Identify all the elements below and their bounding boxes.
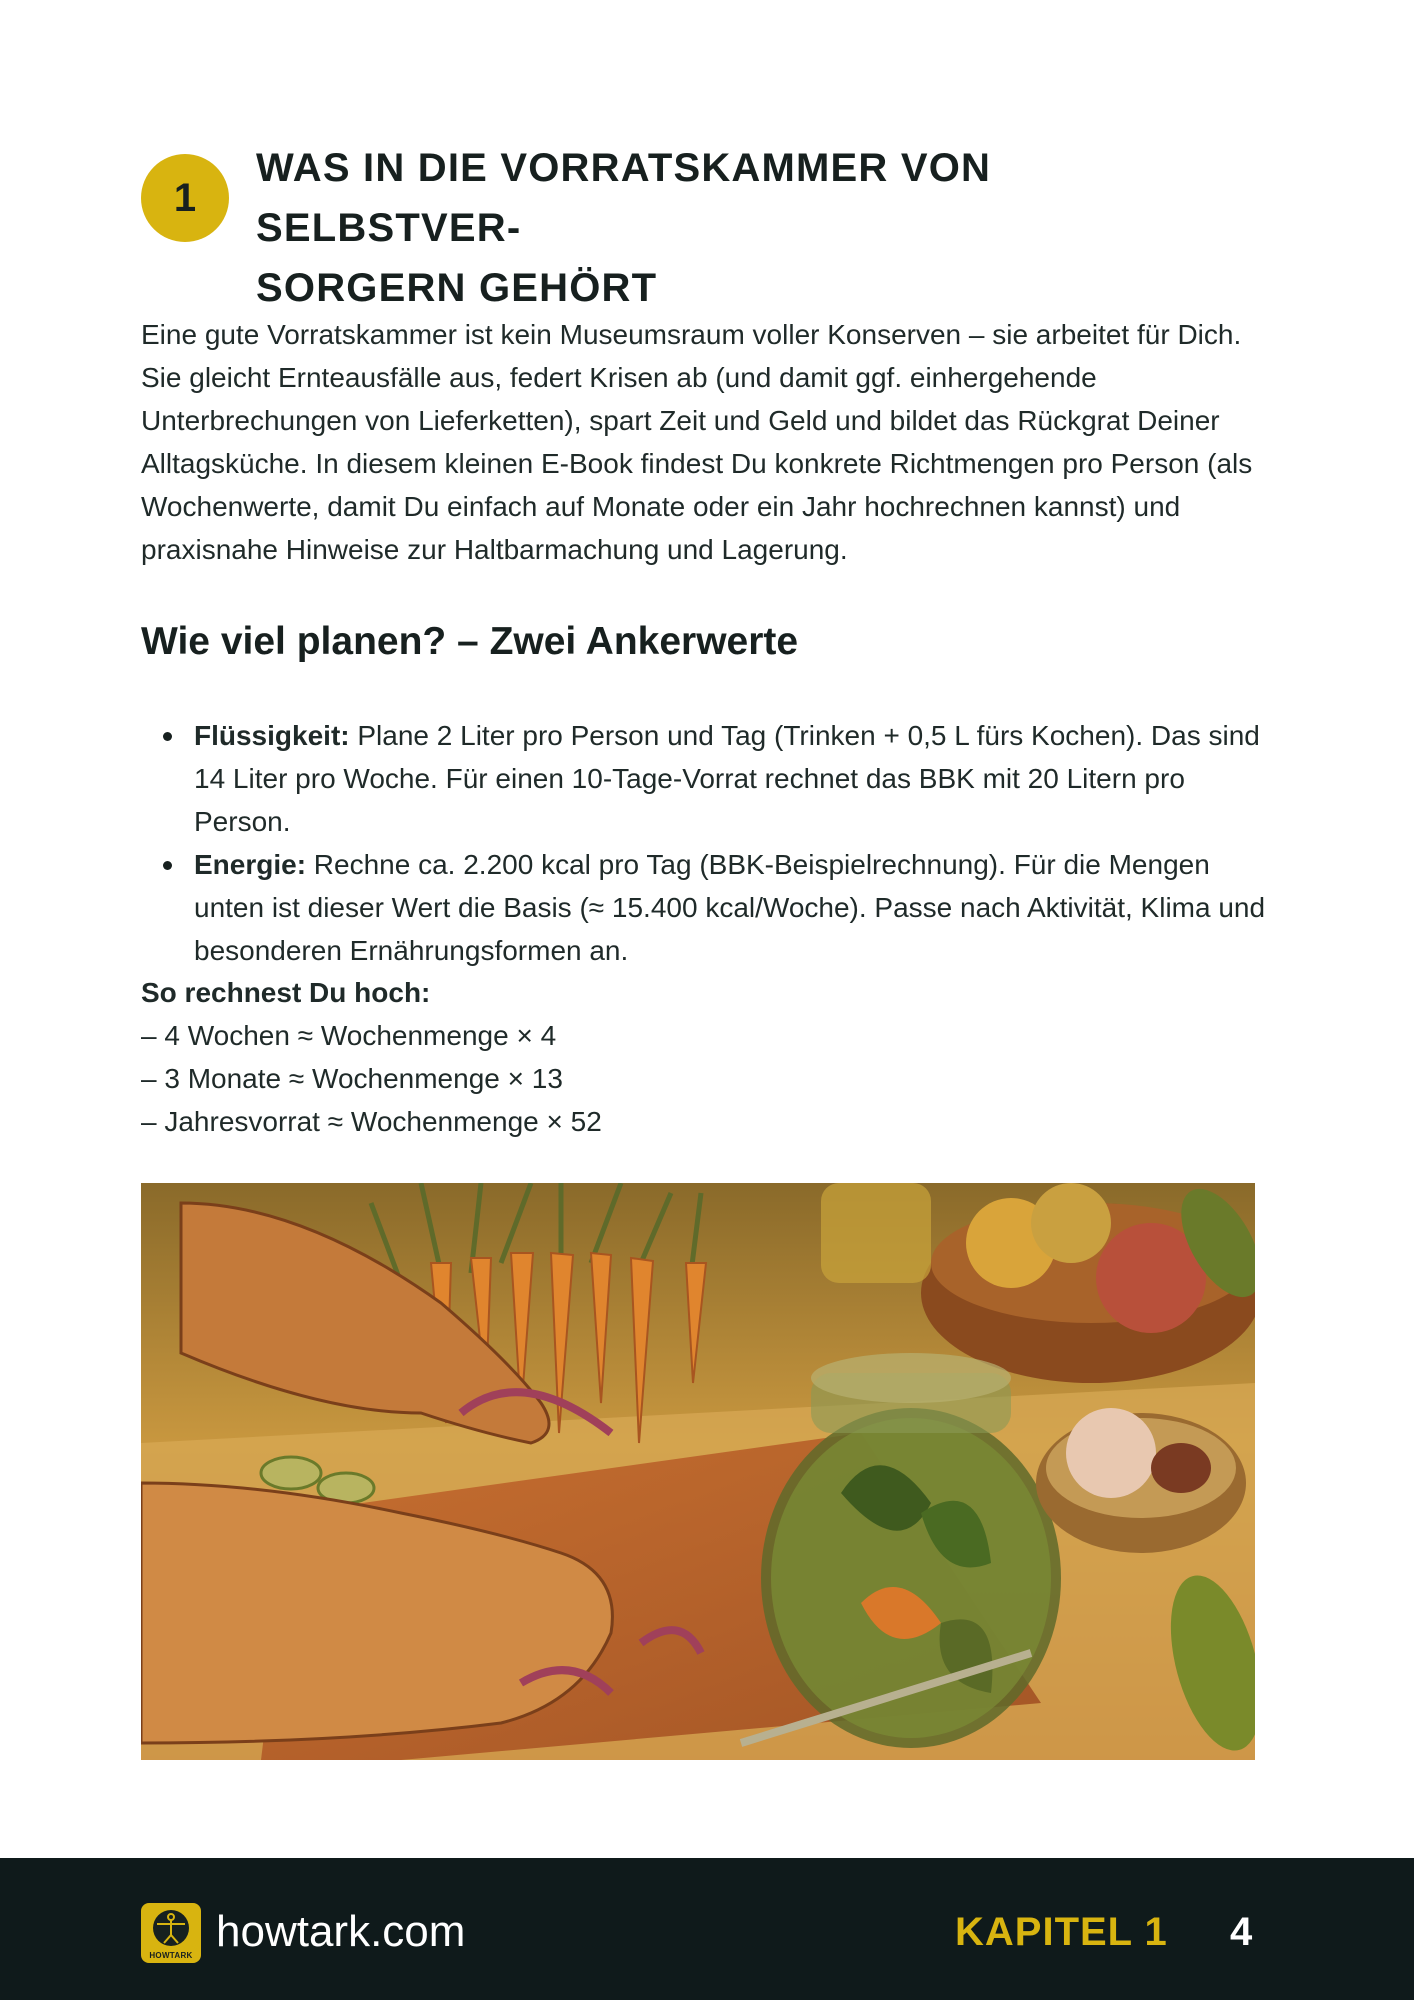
bullet-text: Rechne ca. 2.200 kcal pro Tag (BBK-Beispielrechnung). Für die Mengen unten ist dieser Wert die Basis (≈ 15.400 kcal/Woche). Passe nach Aktivität, Klima und besonderen Ernährungsformen an. [194, 849, 1266, 966]
chapter-title-line-1: WAS IN DIE VORRATSKAMMER VON SELBSTVER- [256, 146, 992, 250]
intro-paragraph: Eine gute Vorratskammer ist kein Museumsraum voller Konserven – sie arbeitet für Dich. Sie gleicht Ernteausfälle aus, federt Krisen ab (und damit ggf. einhergehende Unterbrechungen von Lieferketten), spart Zeit und Geld und bildet das Rückgrat Deiner Alltagsküche. In diesem kleinen E-Book findest Du konkrete Richtmengen pro Person (als Wochenwerte, damit Du einfach auf Monate oder ein Jahr hochrechnen kannst) und praxisnahe Hinweise zur Haltbarmachung und Lagerung. [141, 319, 1253, 565]
bullet-label: Energie: [194, 849, 307, 880]
page-footer [0, 1858, 1414, 2000]
site-link[interactable]: howtark.com [216, 1907, 466, 1956]
list-item [141, 843, 1281, 972]
anchor-values-list [141, 714, 1281, 972]
bullet-dot [163, 861, 172, 870]
bullet-text: Plane 2 Liter pro Person und Tag (Trinken + 0,5 L fürs Kochen). Das sind 14 Liter pro Woche. Für einen 10-Tage-Vorrat rechnet das BBK mit 20 Litern pro Person. [194, 720, 1260, 837]
calculation-line: – 4 Wochen ≈ Wochenmenge × 4 [141, 1020, 557, 1051]
bullet-dot [163, 732, 172, 741]
calculation-block [141, 971, 1041, 1143]
list-item [141, 714, 1281, 843]
bullet-label: Flüssigkeit: [194, 720, 350, 751]
chapter-number-badge: 1 [141, 154, 229, 242]
howtark-logo [141, 1903, 201, 1963]
chapter-title [256, 138, 1266, 318]
illustration-graphic [141, 1183, 1255, 1760]
chapter-title-line-2: SORGERN GEHÖRT [256, 266, 658, 310]
page-number: 4 [1230, 1910, 1253, 1954]
footer-chapter-label: KAPITEL 1 [955, 1910, 1168, 1954]
calculation-line: – 3 Monate ≈ Wochenmenge × 13 [141, 1063, 563, 1094]
calculation-heading: So rechnest Du hoch: [141, 977, 431, 1008]
logo-text: HOWTARK [149, 1951, 193, 1960]
calculation-line: – Jahresvorrat ≈ Wochenmenge × 52 [141, 1106, 602, 1137]
section-title: Wie viel planen? – Zwei Ankerwerte [141, 620, 799, 663]
pickling-illustration [141, 1183, 1255, 1760]
